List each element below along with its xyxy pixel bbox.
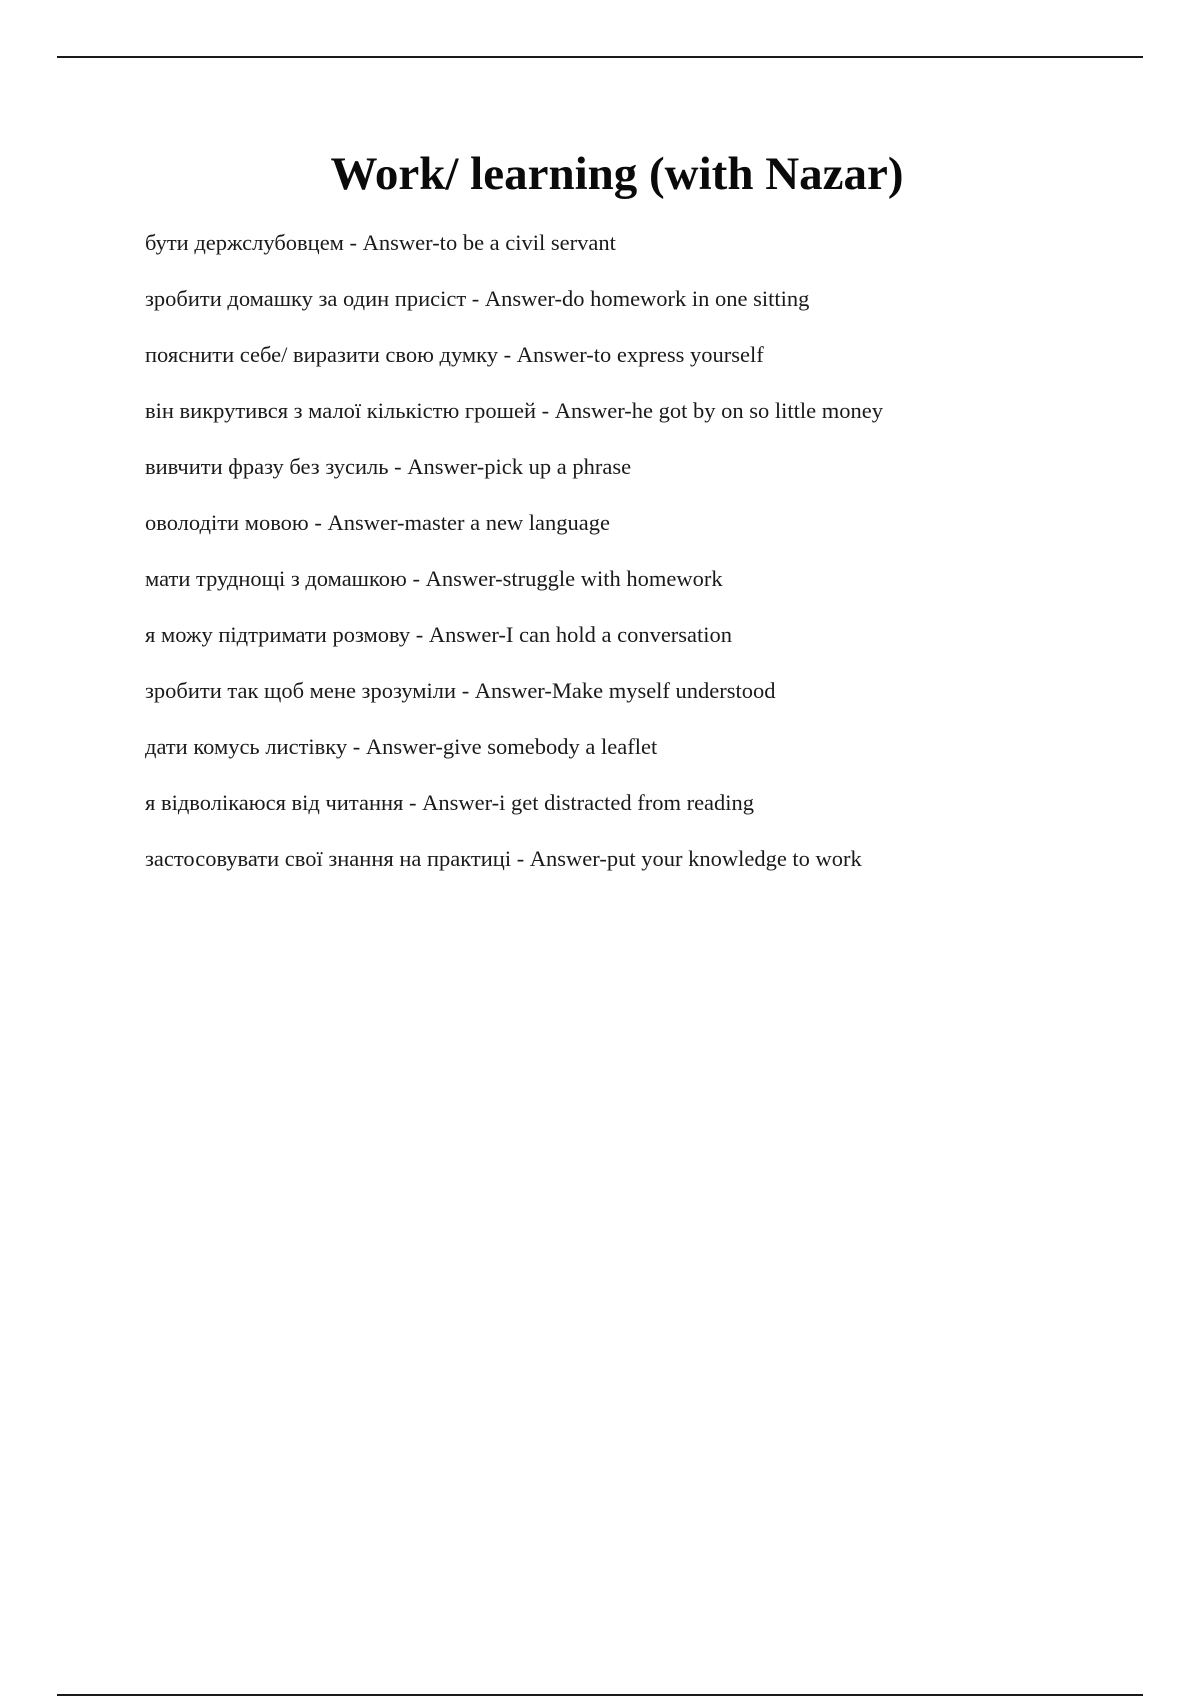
bottom-rule: [57, 1694, 1143, 1696]
flashcard-entry: я можу підтримати розмову - Answer-I can hold a conversation: [145, 622, 733, 647]
flashcard-entry: вивчити фразу без зусиль - Answer-pick up a phrase: [145, 454, 632, 479]
flashcard-entry: він викрутився з малої кількістю грошей - Answer-he got by on so little money: [145, 398, 883, 423]
flashcard-entry: оволодіти мовою - Answer-master a new language: [145, 510, 611, 535]
flashcard-entry: бути держслубовцем - Answer-to be a civil servant: [145, 230, 616, 255]
flashcard-list: [145, 227, 1145, 899]
flashcard-entry: пояснити себе/ виразити свою думку - Answer-to express yourself: [145, 342, 764, 367]
flashcard-entry: я відволікаюся від читання - Answer-i get distracted from reading: [145, 790, 755, 815]
flashcard-entry: зробити так щоб мене зрозуміли - Answer-Make myself understood: [145, 678, 776, 703]
flashcard-entry: дати комусь листівку - Answer-give somebody a leaflet: [145, 734, 658, 759]
top-rule: [57, 56, 1143, 58]
page-title: Work/ learning (with Nazar): [330, 148, 904, 200]
flashcard-entry: зробити домашку за один присіст - Answer-do homework in one sitting: [145, 286, 810, 311]
flashcard-entry: застосовувати свої знання на практиці - Answer-put your knowledge to work: [145, 846, 862, 871]
flashcard-entry: мати труднощі з домашкою - Answer-struggle with homework: [145, 566, 723, 591]
